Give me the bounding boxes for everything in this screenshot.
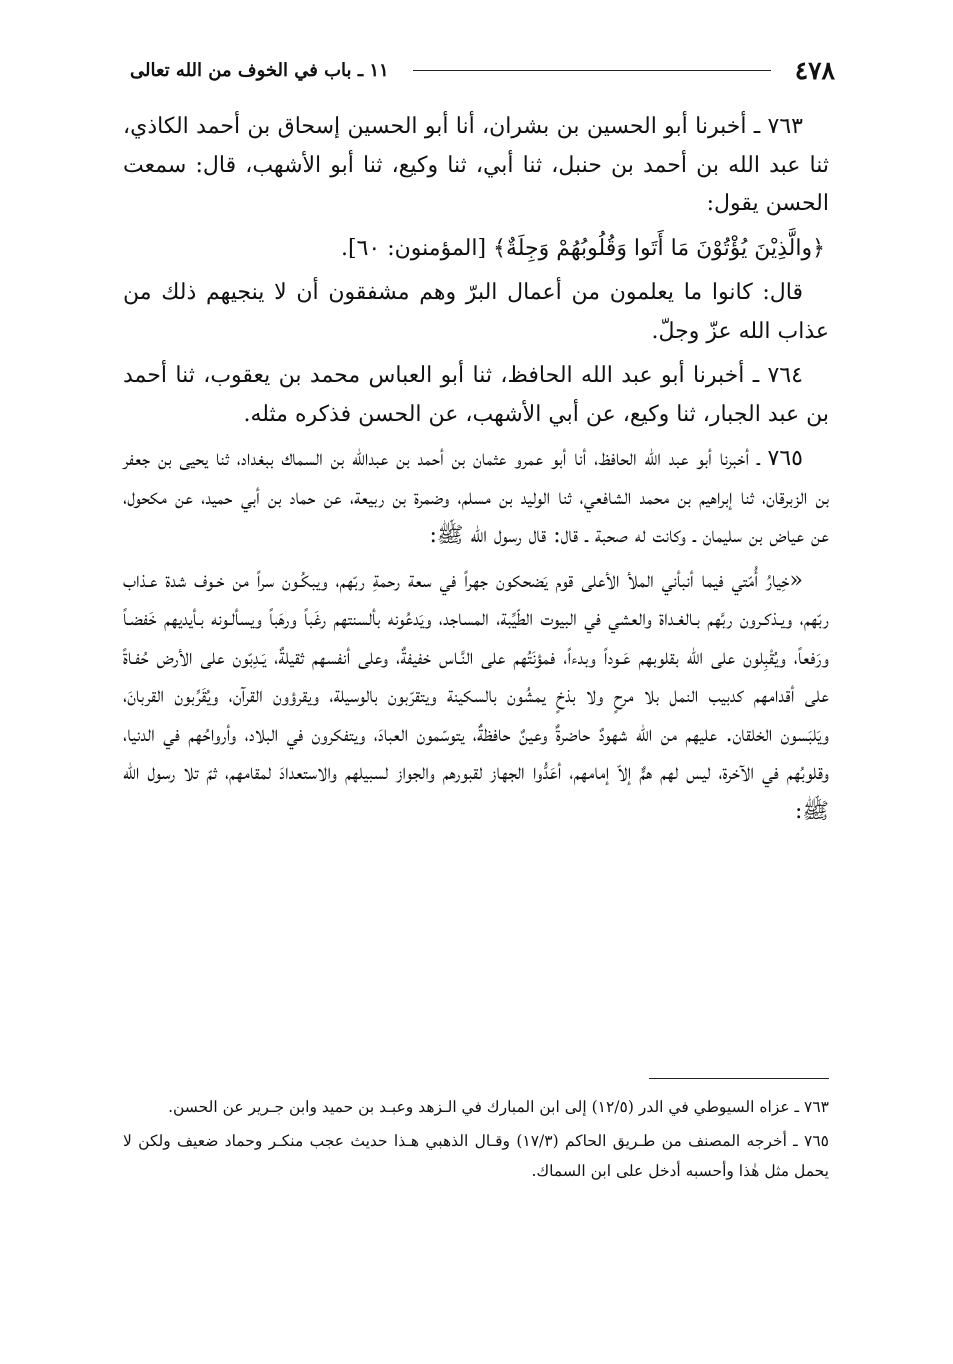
footnotes xyxy=(123,1092,829,1190)
paragraph-763: ٧٦٣ ـ أخبرنا أبو الحسين بن بشران، أنا أبو الحسين إسحاق بن أحمد الكاذي، ثنا عبد الله بن أحمد بن حنبل، ثنا أبي، ثنا وكيع، ثنا أبو الأشهب، قال: سمعت الحسن يقول: xyxy=(123,114,829,216)
paragraph-765: ٧٦٥ ـ أخبرنا أبو عبد الله الحافظ، أنا أبو عمرو عثمان بن أحمد بن عبدالله بن السماك ببغداد، ثنا يحيى بن جعفر بن الزبرقان، ثنا إبراهيم بن محمد الشافعي، ثنا الوليد بن مسلم، وضمرة بن ربيعة، عن حماد بن أبي حميد، عن مكحول، عن عياض بن سليمان ـ وكانت له صحبة ـ قال: قال رسول الله ﷺ: xyxy=(123,446,829,548)
footnote-separator xyxy=(649,1078,829,1079)
footnote-763: ٧٦٣ ـ عزاه السيوطي في الدر (١٢/٥) إلى ابن المبارك في الـزهد وعبـد بن حميد وابن جـرير عن الحسن. xyxy=(168,1098,829,1116)
hadith-text: «خِيارُ أُمّتي فيما أنبأني الملأ الأعلى قوم يَضحكون جهراً في سعة رحمةِ ربّهم، ويبكُـون سراً من خـوف شدة عـذاب ربّهم، ويـذكـرون ربَّهم بـالغـداة والعشي في البيوت الطّيِّبة، المساجد، ويَدعُونه بألسنتهم رغَباً ورهَباً ويسألـونه بـأيديهم خَفضـاً ورَفعاً، ويُقْبِلون على الله بقلوبهم عَـوداً وبدءاً، فمؤنَتُهم على النَّـاس خفيفةٌ، وعلى أنفسهم ثقيلةٌ، يَـدِبّون على الأرض حُفـاةً على أقدامهم كدبيب النمل بلا مرحٍ ولا بذخٍ يمشُون بالسكينة ويتقرّبون بالوسيلة، ويقرؤون القرآن، ويُقَرِّبون القربانَ، ويَلبَسون الخلقان. عليهم من الله شهودٌ حاضرةٌ وعينٌ حافظةٌ، يتوسّمون العبادَ، ويتفكرون في البلاد، وأرواحُهم في الدنيا، وقلوبُهم في الآخرة، ليس لهم همٌّ إلاّ إمامهم، أعَدُّوا الجهاز لقبورهم والجواز لسبيلهم والاستعدادَ لمقامهم، ثمّ تلا رسول الله ﷺ: xyxy=(123,567,829,824)
quran-verse: ﴿والَّذِيْنَ يُؤْتُوْنَ مَا أَتَوا وَقُلُوبُهُمْ وَجِلَةٌ﴾ [المؤمنون: ٦٠]. xyxy=(341,235,825,261)
main-text xyxy=(123,108,829,837)
paragraph-763-comment: قال: كانوا ما يعلمون من أعمال البرّ وهم مشفقون أن لا ينجيهم ذلك من عذاب الله عزّ وجلّ. xyxy=(123,280,829,344)
header-rule xyxy=(413,70,771,71)
paragraph-764: ٧٦٤ ـ أخبرنا أبو عبد الله الحافظ، ثنا أبو العباس محمد بن يعقوب، ثنا أحمد بن عبد الجبار، ثنا وكيع، عن أبي الأشهب، عن الحسن فذكره مثله. xyxy=(123,363,829,427)
page-number: ٤٧٨ xyxy=(794,55,835,85)
footnote-765: ٧٦٥ ـ أخرجه المصنف من طـريق الحاكم (١٧/٣) وقـال الذهبي هـذا حديث عجب منكـر وحماد ضعيف ولكن لا يحمل مثل هٰذا وأحسبه أدخل على ابن السماك. xyxy=(123,1132,830,1180)
chapter-title: ١١ ـ باب في الخوف من الله تعالى xyxy=(130,59,389,81)
page-header xyxy=(130,52,835,88)
